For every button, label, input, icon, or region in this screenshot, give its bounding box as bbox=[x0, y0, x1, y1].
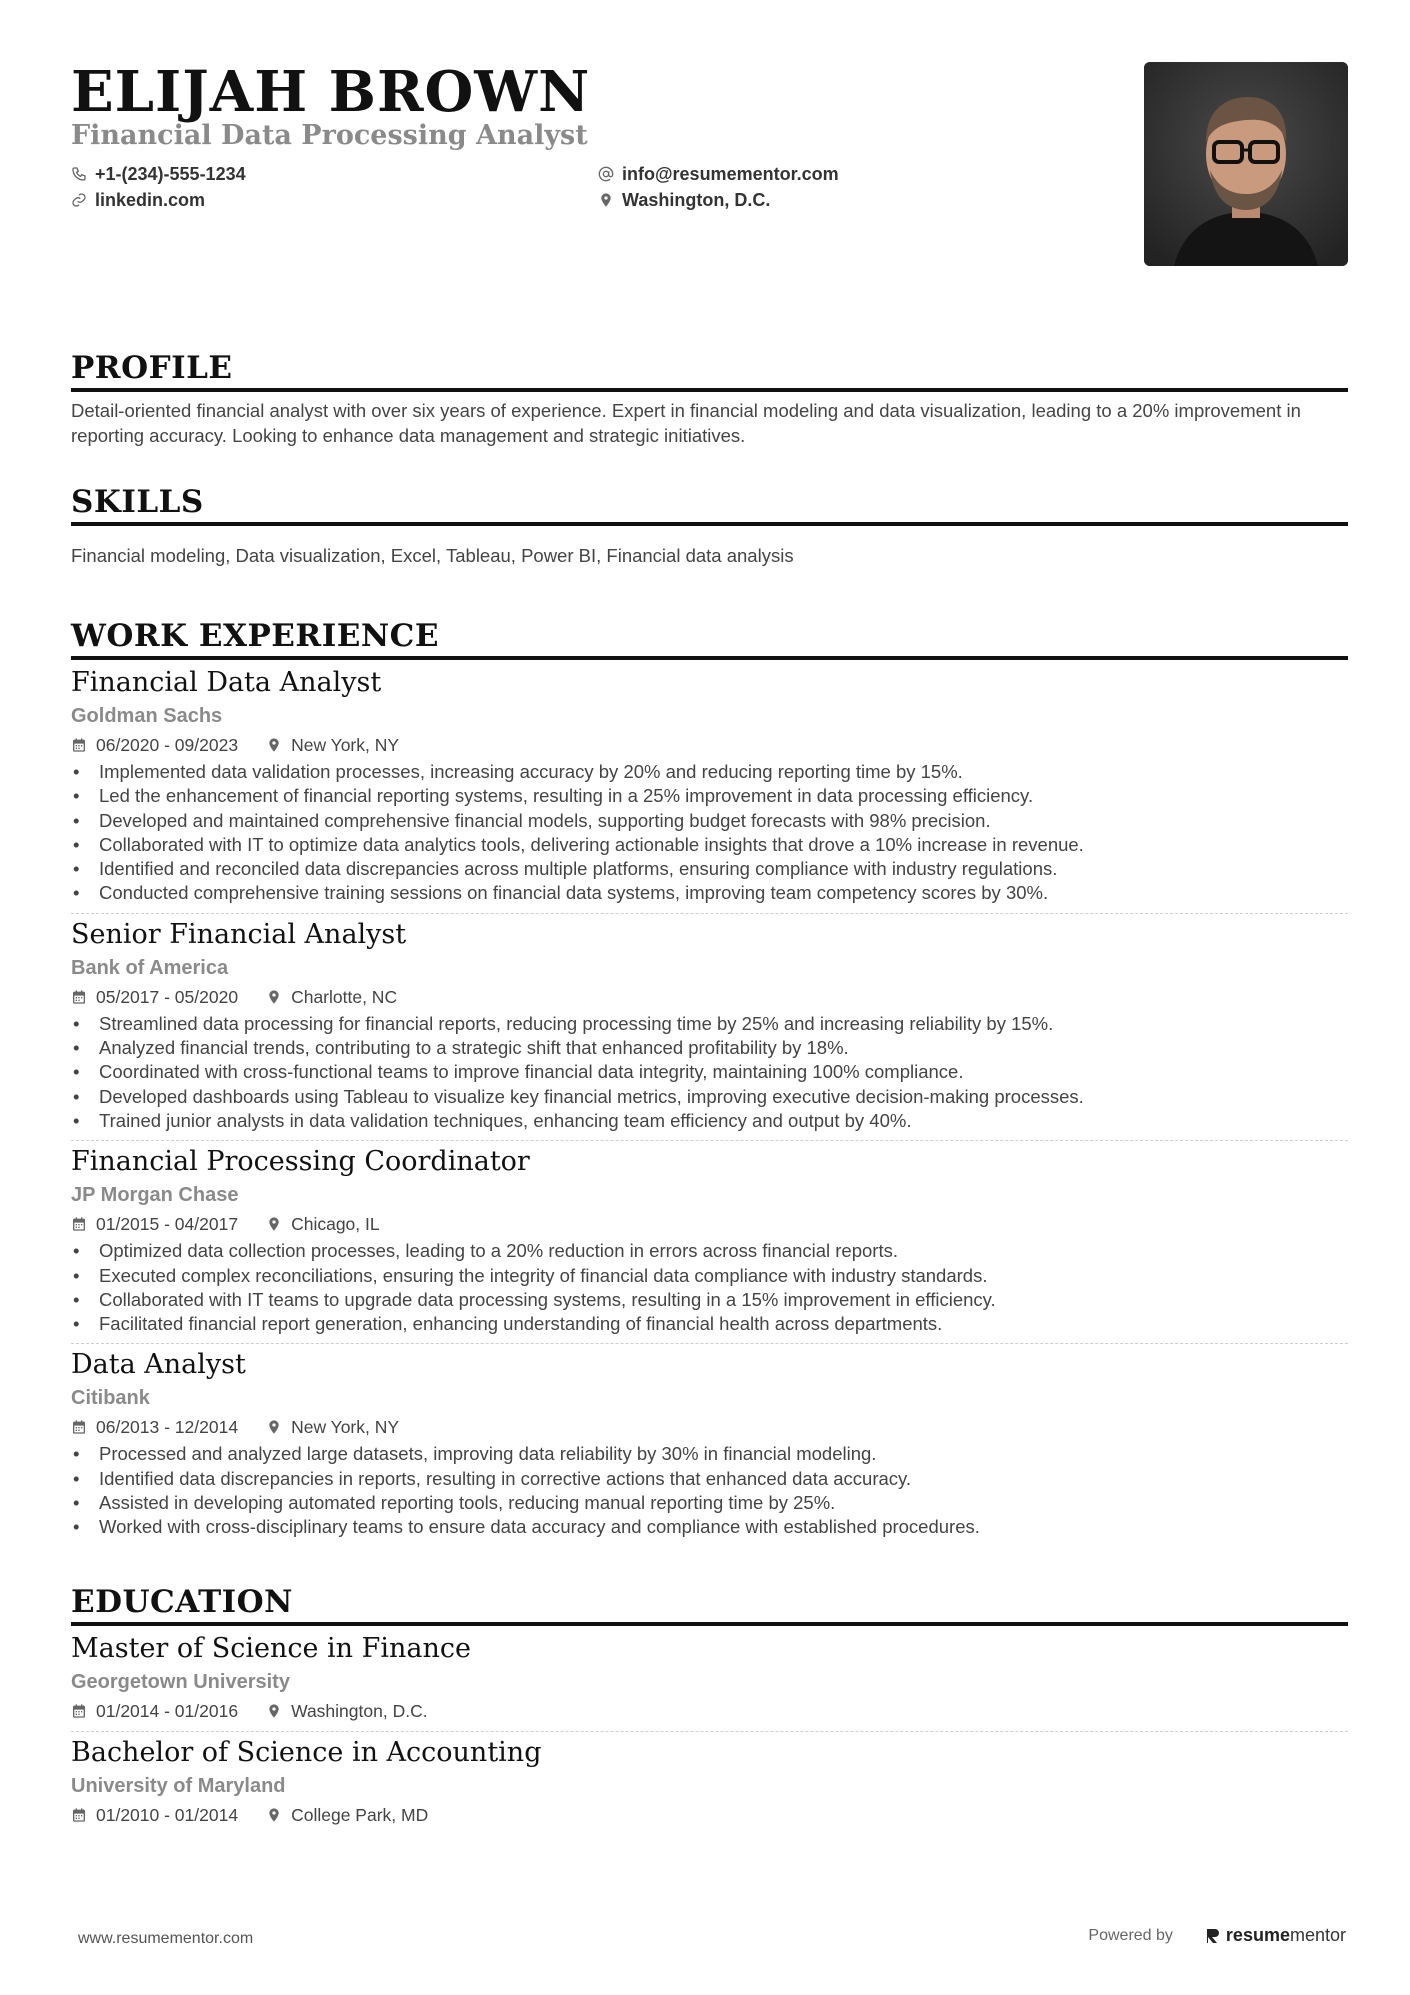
bullet-item: • Executed complex reconciliations, ensuring the integrity of financial data compliance with industry standards. bbox=[71, 1264, 1348, 1288]
job-entry bbox=[71, 1145, 1348, 1344]
brand-logo[interactable] bbox=[1205, 1925, 1346, 1946]
entry-divider bbox=[71, 1140, 1348, 1141]
profile-text: Detail-oriented financial analyst with over six years of experience. Expert in financial modeling and data visualization, leading to a 20% improvement in reporting accuracy. Looking to enhance data management and strategic initiatives. bbox=[71, 400, 1301, 446]
calendar-icon bbox=[71, 989, 87, 1005]
footer-website[interactable]: www.resumementor.com bbox=[78, 1930, 254, 1947]
education-location: College Park, MD bbox=[291, 1804, 429, 1825]
degree-title: Bachelor of Science in Accounting bbox=[71, 1736, 542, 1768]
email-text: info@resumementor.com bbox=[622, 163, 839, 184]
resumementor-logo-icon bbox=[1205, 1927, 1221, 1945]
job-entry bbox=[71, 918, 1348, 1141]
map-pin-icon bbox=[266, 737, 282, 753]
education-heading: EDUCATION bbox=[71, 1584, 1348, 1626]
company-name: Citibank bbox=[71, 1387, 150, 1410]
job-title: Financial Processing Coordinator bbox=[71, 1146, 530, 1178]
map-pin-icon bbox=[266, 1703, 282, 1719]
bullet-item: • Collaborated with IT to optimize data analytics tools, delivering actionable insights that drove a 10% increase in revenue. bbox=[71, 833, 1348, 857]
education-entry bbox=[71, 1736, 1348, 1828]
brand-light: mentor bbox=[1289, 1925, 1346, 1945]
bullet-item: • Worked with cross-disciplinary teams to ensure data accuracy and compliance with established procedures. bbox=[71, 1515, 1348, 1539]
company-name: Goldman Sachs bbox=[71, 705, 223, 727]
location-text: Washington, D.C. bbox=[622, 189, 771, 210]
bullet-item: • Conducted comprehensive training sessions on financial data systems, improving team competency scores by 30%. bbox=[71, 881, 1348, 905]
skills-heading: SKILLS bbox=[71, 484, 1348, 526]
bullet-item: • Processed and analyzed large datasets, improving data reliability by 30% in financial modeling. bbox=[71, 1442, 1348, 1466]
phone-icon bbox=[71, 166, 87, 182]
brand-bold: resume bbox=[1225, 1925, 1290, 1945]
powered-by bbox=[1088, 1925, 1346, 1946]
bullet-item: • Led the enhancement of financial reporting systems, resulting in a 25% improvement in data processing efficiency. bbox=[71, 784, 1348, 808]
degree-title: Master of Science in Finance bbox=[71, 1632, 472, 1664]
experience-heading: WORK EXPERIENCE bbox=[71, 618, 1348, 660]
job-entry bbox=[71, 666, 1348, 914]
job-meta bbox=[71, 1414, 1348, 1440]
education-location: Washington, D.C. bbox=[291, 1700, 428, 1721]
bullet-item: • Collaborated with IT teams to upgrade data processing systems, resulting in a 15% improvement in efficiency. bbox=[71, 1288, 1348, 1312]
job-dates: 01/2015 - 04/2017 bbox=[96, 1214, 239, 1235]
entry-divider bbox=[71, 913, 1348, 914]
education-dates: 01/2014 - 01/2016 bbox=[96, 1700, 239, 1721]
calendar-icon bbox=[71, 1419, 87, 1435]
bullet-item: • Implemented data validation processes, increasing accuracy by 20% and reducing reporting time by 15%. bbox=[71, 760, 1348, 784]
experience-section bbox=[71, 618, 1348, 1540]
job-bullets bbox=[71, 760, 1348, 906]
profile-section bbox=[71, 350, 1348, 448]
skills-section bbox=[71, 484, 1348, 568]
candidate-name: ELIJAH BROWN bbox=[71, 59, 591, 125]
phone-text: +1-(234)-555-1234 bbox=[95, 163, 246, 184]
calendar-icon bbox=[71, 1807, 87, 1823]
bullet-item: • Identified data discrepancies in reports, resulting in corrective actions that enhanced data accuracy. bbox=[71, 1467, 1348, 1491]
map-pin-icon bbox=[266, 1216, 282, 1232]
bullet-item: • Streamlined data processing for financial reports, reducing processing time by 25% and increasing reliability by 15%. bbox=[71, 1012, 1348, 1036]
bullet-item: • Analyzed financial trends, contributing to a strategic shift that enhanced profitability by 18%. bbox=[71, 1036, 1348, 1060]
job-entry bbox=[71, 1348, 1348, 1539]
job-dates: 06/2020 - 09/2023 bbox=[96, 735, 239, 755]
contact-phone bbox=[71, 161, 246, 187]
bullet-item: • Facilitated financial report generation, enhancing understanding of financial health across departments. bbox=[71, 1312, 1348, 1336]
education-meta bbox=[71, 1698, 1348, 1724]
job-location: Chicago, IL bbox=[291, 1214, 380, 1235]
education-entry bbox=[71, 1632, 1348, 1732]
map-pin-icon bbox=[266, 1807, 282, 1823]
bullet-item: • Coordinated with cross-functional teams to improve financial data integrity, maintaining 100% compliance. bbox=[71, 1060, 1348, 1084]
education-dates: 01/2010 - 01/2014 bbox=[96, 1804, 239, 1825]
resume-page bbox=[71, 58, 1348, 1828]
job-bullets bbox=[71, 1442, 1348, 1539]
job-meta bbox=[71, 1211, 1348, 1237]
entry-divider bbox=[71, 1343, 1348, 1344]
bullet-item: • Assisted in developing automated reporting tools, reducing manual reporting time by 25%. bbox=[71, 1491, 1348, 1515]
map-pin-icon bbox=[598, 192, 614, 208]
company-name: JP Morgan Chase bbox=[71, 1184, 239, 1207]
job-title: Senior Financial Analyst bbox=[71, 918, 407, 950]
job-meta bbox=[71, 984, 1348, 1010]
entry-divider bbox=[71, 1731, 1348, 1732]
resume-header bbox=[71, 58, 1348, 268]
job-dates: 05/2017 - 05/2020 bbox=[96, 986, 239, 1007]
skills-text: Financial modeling, Data visualization, Excel, Tableau, Power BI, Financial data analysis bbox=[71, 545, 794, 566]
school-name: University of Maryland bbox=[71, 1774, 286, 1797]
job-title: Data Analyst bbox=[71, 1349, 246, 1381]
contact-location bbox=[598, 187, 770, 213]
job-location: Charlotte, NC bbox=[291, 986, 398, 1007]
contact-email[interactable] bbox=[598, 161, 839, 187]
map-pin-icon bbox=[266, 989, 282, 1005]
bullet-item: • Developed dashboards using Tableau to visualize key financial metrics, improving executive decision-making processes. bbox=[71, 1085, 1348, 1109]
school-name: Georgetown University bbox=[71, 1670, 290, 1693]
at-icon bbox=[598, 166, 614, 182]
job-bullets bbox=[71, 1239, 1348, 1336]
job-location: New York, NY bbox=[291, 735, 400, 755]
map-pin-icon bbox=[266, 1419, 282, 1435]
powered-by-label: Powered by bbox=[1088, 1926, 1173, 1944]
job-bullets bbox=[71, 1012, 1348, 1133]
job-dates: 06/2013 - 12/2014 bbox=[96, 1417, 239, 1438]
calendar-icon bbox=[71, 1216, 87, 1232]
calendar-icon bbox=[71, 737, 87, 753]
contact-linkedin[interactable] bbox=[71, 187, 205, 213]
profile-photo bbox=[1144, 62, 1348, 266]
bullet-item: • Trained junior analysts in data validation techniques, enhancing team efficiency and output by 40%. bbox=[71, 1109, 1348, 1133]
job-location: New York, NY bbox=[291, 1417, 400, 1438]
bullet-item: • Optimized data collection processes, leading to a 20% reduction in errors across financial reports. bbox=[71, 1239, 1348, 1263]
bullet-item: • Developed and maintained comprehensive financial models, supporting budget forecasts with 98% precision. bbox=[71, 809, 1348, 833]
candidate-title: Financial Data Processing Analyst bbox=[71, 120, 588, 151]
education-meta bbox=[71, 1802, 1348, 1828]
education-section bbox=[71, 1584, 1348, 1828]
company-name: Bank of America bbox=[71, 956, 229, 979]
bullet-item: • Identified and reconciled data discrepancies across multiple platforms, ensuring compliance with industry regulations. bbox=[71, 857, 1348, 881]
job-meta bbox=[71, 732, 1348, 758]
profile-heading: PROFILE bbox=[71, 350, 1348, 392]
linkedin-text: linkedin.com bbox=[95, 189, 206, 210]
job-title: Financial Data Analyst bbox=[71, 667, 382, 698]
calendar-icon bbox=[71, 1703, 87, 1719]
link-icon bbox=[71, 192, 87, 208]
